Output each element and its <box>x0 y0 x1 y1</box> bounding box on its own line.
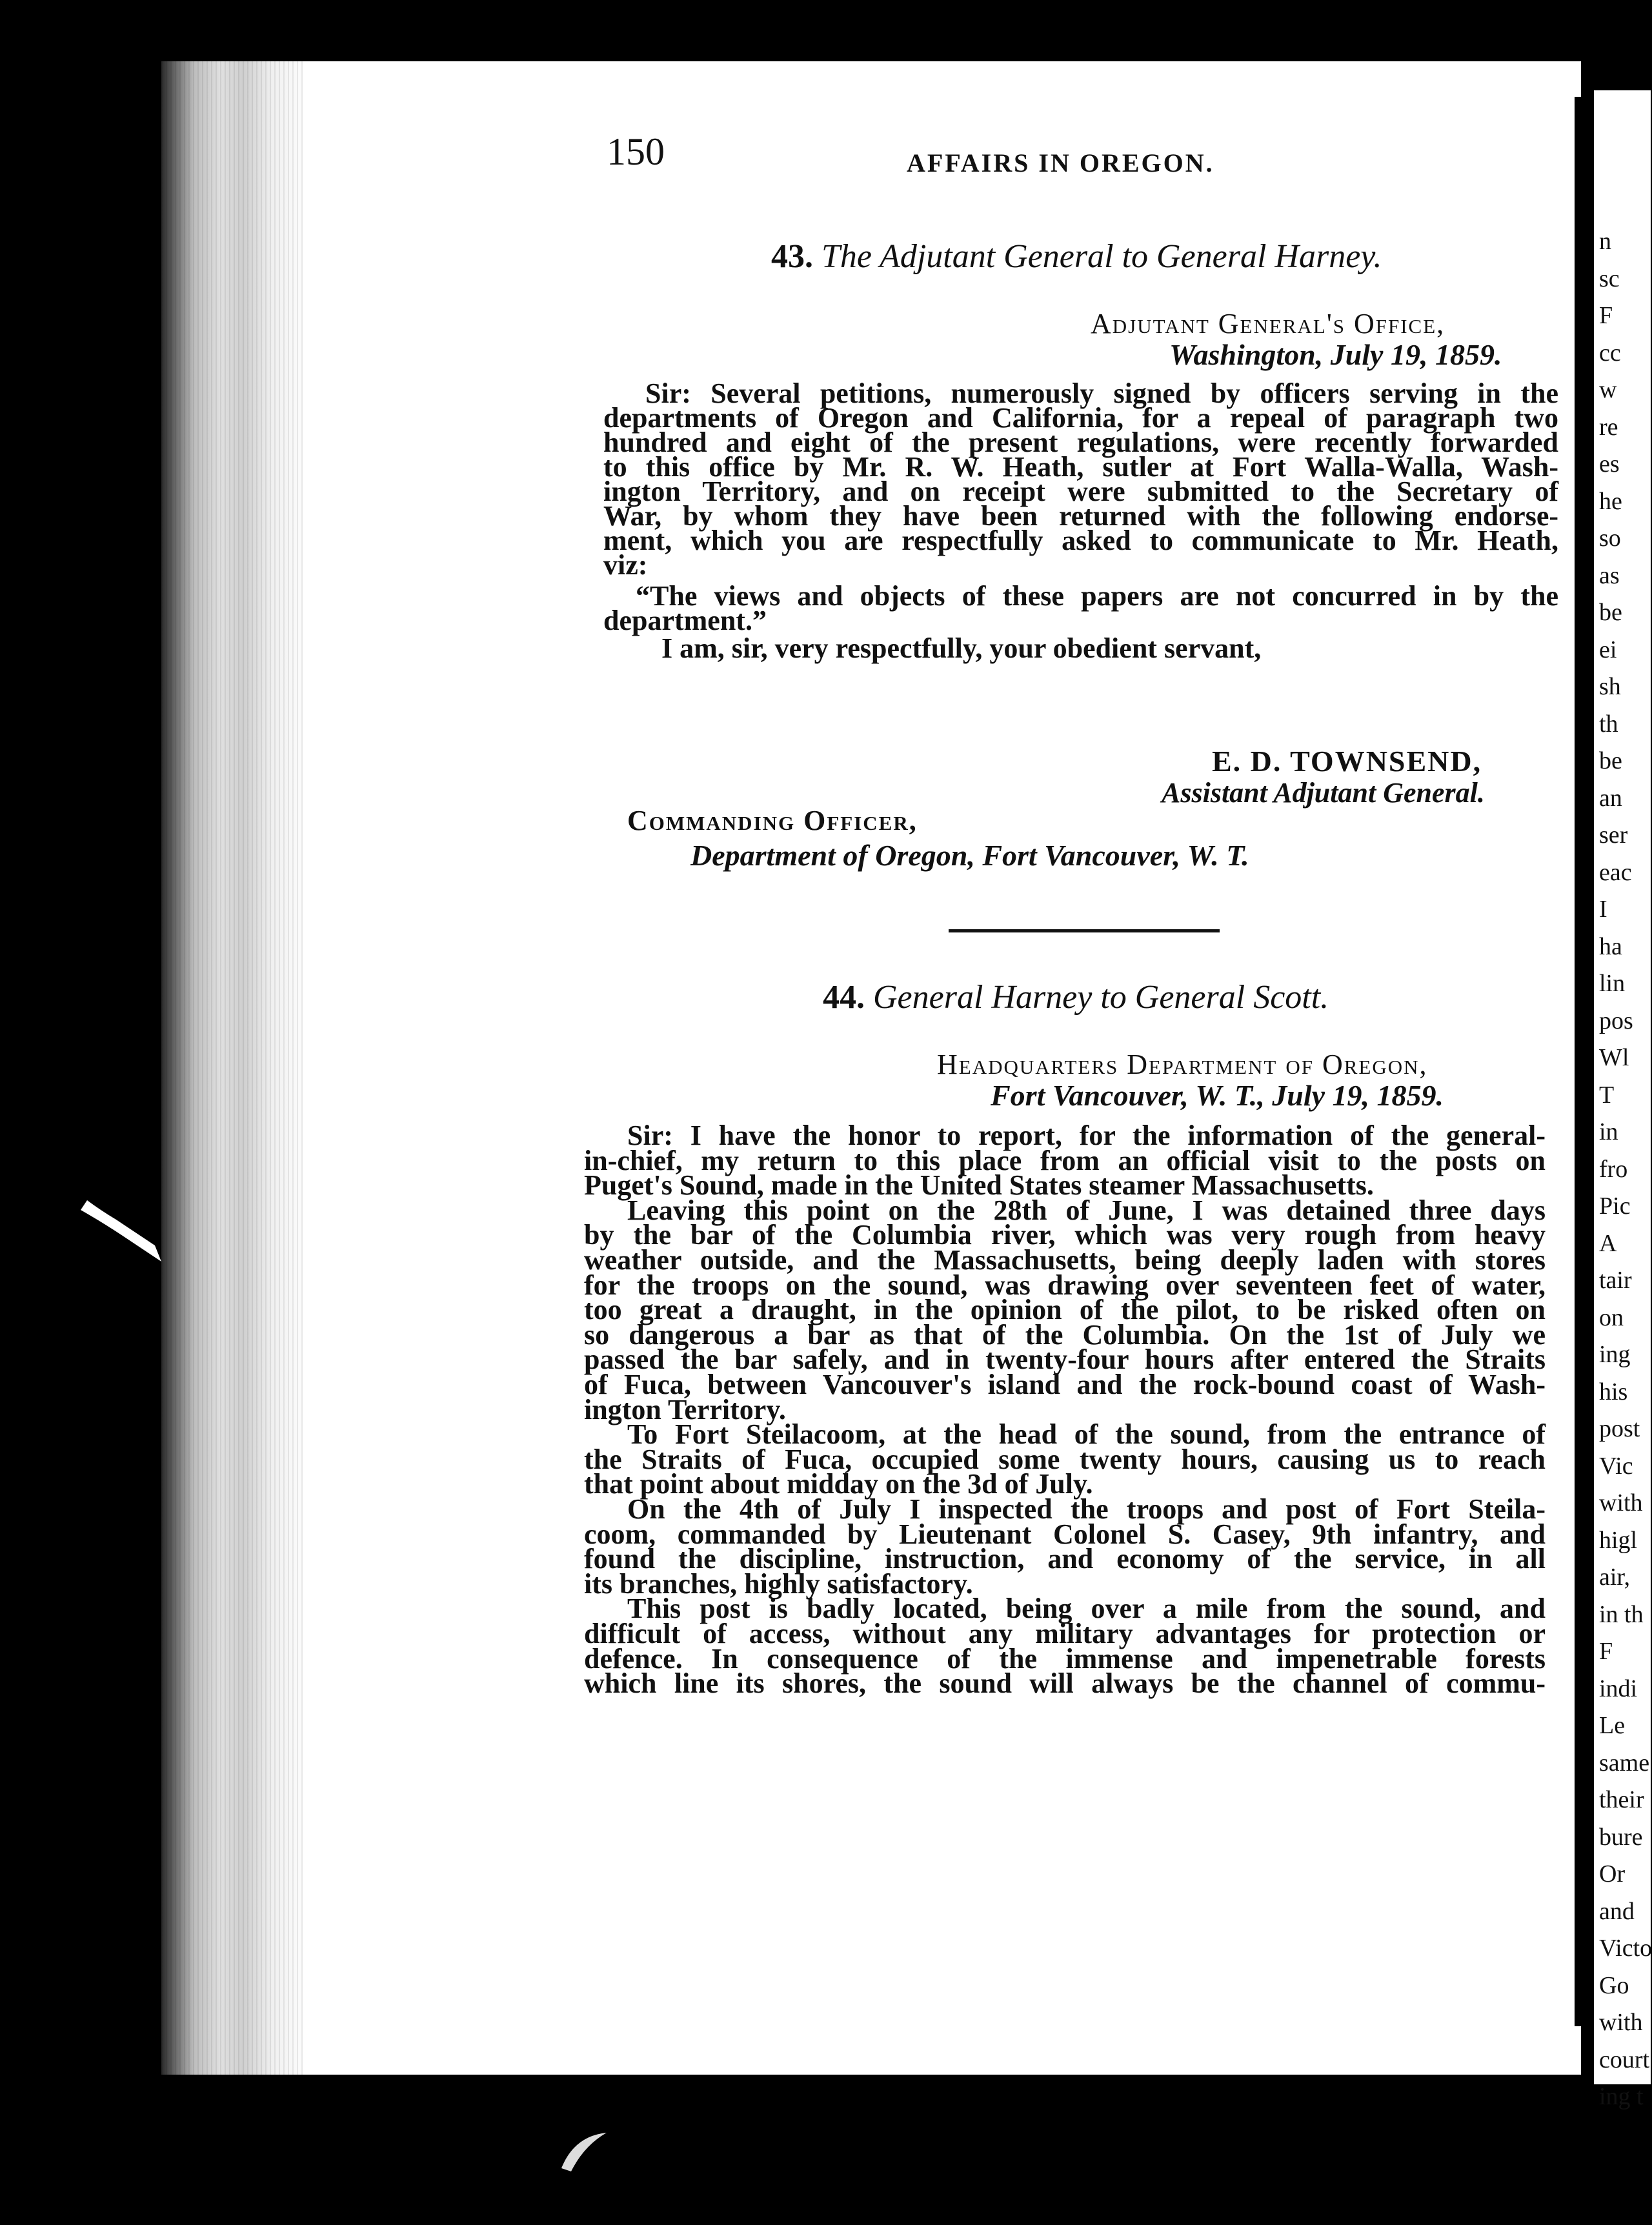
facing-page-fragment: post <box>1599 1415 1640 1442</box>
running-head: AFFAIRS IN OREGON. <box>907 148 1214 177</box>
section-divider <box>949 929 1220 932</box>
letter44-line: too great a draught, in the opinion of the pilot, to be risked often on <box>584 1294 1546 1325</box>
letter44-line: weather outside, and the Massachusetts, being deeply laden with stores <box>584 1244 1546 1276</box>
letter44-line: Sir: I have the honor to report, for the information of the general- <box>627 1120 1546 1151</box>
facing-page-fragment: same <box>1599 1749 1650 1777</box>
facing-page-fragment: cc <box>1599 339 1621 367</box>
facing-page-fragment: with <box>1599 1489 1643 1516</box>
facing-page-fragment: lin <box>1599 970 1626 997</box>
letter43-line: department.” <box>603 605 767 636</box>
facing-page-fragment: his <box>1599 1378 1628 1405</box>
facing-page-edge <box>1594 90 1652 2110</box>
letter44-line: Puget's Sound, made in the United States steamer Massachusetts. <box>584 1169 1374 1201</box>
facing-page-fragment: be <box>1599 599 1622 626</box>
facing-page-fragment: ei <box>1599 636 1617 663</box>
letter43-heading <box>771 240 1382 274</box>
facing-page-fragment: ing t <box>1599 2083 1644 2110</box>
facing-page-fragment: pos <box>1599 1007 1633 1034</box>
facing-page-fragment: Or <box>1599 1860 1626 1888</box>
facing-page-fragment: Wl <box>1599 1044 1629 1071</box>
letter44-line: coom, commanded by Lieutenant Colonel S. Casey, 9th infantry, and <box>584 1518 1546 1550</box>
scan-smudge <box>555 2129 613 2175</box>
facing-page-fragment: ing <box>1599 1341 1631 1368</box>
facing-page-fragment: ha <box>1599 932 1622 960</box>
letter43-addressee: Commanding Officer, <box>627 805 918 836</box>
scan-blemish <box>77 1197 168 1268</box>
facing-page-fragment: Victo <box>1599 1935 1652 1962</box>
letter44-title: General Harney to General Scott. <box>873 979 1329 1016</box>
letter43-line: departments of Oregon and California, for a repeal of paragraph two <box>603 402 1558 434</box>
facing-page-fragment: bure <box>1599 1823 1643 1851</box>
facing-page-fragment: Go <box>1599 1971 1629 1999</box>
letter43-line: viz: <box>603 549 648 581</box>
facing-page-fragment: th <box>1599 710 1618 738</box>
facing-page-fragment: in th <box>1599 1600 1644 1628</box>
letter43-line: to this office by Mr. R. W. Heath, sutler at Fort Walla-Walla, Wash- <box>603 451 1558 483</box>
letter44-line: its branches, highly satisfactory. <box>584 1568 973 1600</box>
facing-page-fragment: F <box>1599 302 1613 329</box>
letter44-line: by the bar of the Columbia river, which was very rough from heavy <box>584 1219 1546 1251</box>
facing-page-fragment: air, <box>1599 1564 1631 1591</box>
binding-shadow <box>1575 97 1584 2026</box>
facing-page-fragment: sh <box>1599 673 1621 700</box>
facing-page-fragment: an <box>1599 784 1622 812</box>
facing-page-fragment: on <box>1599 1304 1624 1331</box>
letter44-line: passed the bar safely, and in twenty-four hours after entered the Straits <box>584 1344 1546 1375</box>
letter43-signature-title: Assistant Adjutant General. <box>1162 777 1485 809</box>
facing-page-fragment: higl <box>1599 1526 1638 1554</box>
letter44-line: so dangerous a bar as that of the Columbia. On the 1st of July we <box>584 1319 1546 1351</box>
letter43-line: War, by whom they have been returned with the following endorse- <box>603 500 1558 532</box>
facing-page-fragment: n <box>1599 228 1611 255</box>
letter44-line: which line its shores, the sound will always be the channel of commu- <box>584 1667 1546 1699</box>
letter43-place-date: Washington, July 19, 1859. <box>1169 338 1502 371</box>
facing-page-fragment: ser <box>1599 821 1628 849</box>
letter44-line: ington Territory. <box>584 1394 786 1425</box>
letter44-line: that point about midday on the 3d of July. <box>584 1468 1093 1500</box>
facing-page-fragment: as <box>1599 561 1620 589</box>
facing-page-fragment: so <box>1599 525 1621 552</box>
letter44-office: Headquarters Department of Oregon, <box>937 1049 1428 1080</box>
letter44-line: the Straits of Fuca, occupied some twenty hours, causing us to reach <box>584 1444 1546 1475</box>
letter43-line: hundred and eight of the present regulations, were recently forwarded <box>603 427 1558 458</box>
letter43-line: I am, sir, very respectfully, your obedient servant, <box>661 632 1262 664</box>
letter43-office: Adjutant General's Office, <box>1091 308 1446 339</box>
facing-page-fragment: with <box>1599 2009 1643 2036</box>
page-stack-lines <box>161 61 310 2075</box>
letter44-line: This post is badly located, being over a mile from the sound, and <box>627 1593 1546 1624</box>
facing-page-fragment: court <box>1599 2046 1650 2073</box>
facing-page-fragment: and <box>1599 1897 1635 1925</box>
facing-page-fragment: be <box>1599 747 1622 774</box>
facing-page-fragment: indi <box>1599 1675 1638 1702</box>
facing-page-fragment: their <box>1599 1786 1644 1813</box>
letter43-title: The Adjutant General to General Harney. <box>821 238 1382 275</box>
facing-page-fragment: I <box>1599 896 1607 923</box>
letter44-line: in-chief, my return to this place from an official visit to the posts on <box>584 1145 1546 1176</box>
letter44-heading <box>823 981 1329 1014</box>
letter44-line: defence. In consequence of the immense and impenetrable forests <box>584 1643 1546 1675</box>
letter44-line: of Fuca, between Vancouver's island and the rock-bound coast of Wash- <box>584 1369 1546 1400</box>
facing-page-fragment: tair <box>1599 1267 1632 1294</box>
letter43-line: Sir: Several petitions, numerously signed by officers serving in the <box>645 378 1558 409</box>
facing-page-fragment: in <box>1599 1118 1618 1145</box>
letter43-addressee-place: Department of Oregon, Fort Vancouver, W. T. <box>690 839 1249 872</box>
facing-page-fragment: re <box>1599 413 1618 441</box>
facing-page-fragment: Vic <box>1599 1452 1633 1480</box>
facing-page-fragment: Pic <box>1599 1193 1631 1220</box>
facing-page-fragment: F <box>1599 1638 1613 1665</box>
letter43-line: “The views and objects of these papers are not concurred in by the <box>636 580 1558 612</box>
letter44-line: for the troops on the sound, was drawing over seventeen feet of water, <box>584 1269 1546 1301</box>
facing-page-fragment: Le <box>1599 1712 1626 1739</box>
facing-page-fragment: sc <box>1599 265 1620 292</box>
facing-page-fragment: w <box>1599 376 1617 403</box>
letter43-line: ington Territory, and on receipt were submitted to the Secretary of <box>603 476 1558 507</box>
facing-page-fragment: he <box>1599 487 1622 515</box>
letter44-line: To Fort Steilacoom, at the head of the sound, from the entrance of <box>627 1418 1546 1450</box>
letter44-line: Leaving this point on the 28th of June, I was detained three days <box>627 1194 1546 1226</box>
facing-page-fragment: A <box>1599 1229 1617 1257</box>
letter43-number: 43. <box>771 238 813 275</box>
letter44-number: 44. <box>823 979 865 1016</box>
facing-page-fragment: es <box>1599 450 1620 478</box>
letter44-line: On the 4th of July I inspected the troops and post of Fort Steila- <box>627 1493 1546 1525</box>
letter43-line: ment, which you are respectfully asked to communicate to Mr. Heath, <box>603 525 1558 556</box>
page-number: 150 <box>607 130 665 173</box>
letter43-signature: E. D. TOWNSEND, <box>1212 745 1482 778</box>
letter44-line: difficult of access, without any military advantages for protection or <box>584 1618 1546 1649</box>
letter44-line: found the discipline, instruction, and economy of the service, in all <box>584 1543 1546 1575</box>
facing-page-fragment: fro <box>1599 1155 1628 1183</box>
facing-page-fragment: T <box>1599 1081 1615 1109</box>
letter44-place-date: Fort Vancouver, W. T., July 19, 1859. <box>991 1079 1444 1112</box>
facing-page-fragment: eac <box>1599 858 1632 886</box>
